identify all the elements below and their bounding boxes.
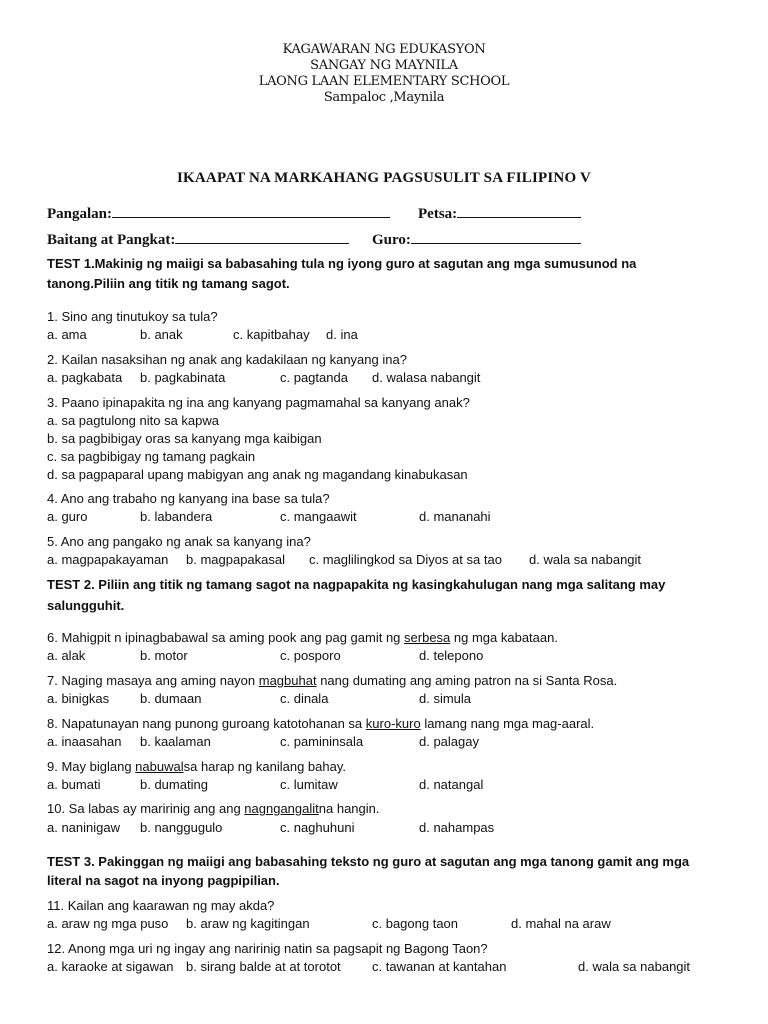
question-11: 11. Kailan ang kaarawan ng may akda? xyxy=(47,898,275,913)
q12-option-b[interactable]: b. sirang balde at at torotot xyxy=(186,959,341,974)
q10-option-d[interactable]: d. nahampas xyxy=(419,820,495,835)
date-blank[interactable] xyxy=(457,203,581,218)
q3-option-c[interactable]: c. sa pagbibigay ng tamang pagkain xyxy=(47,449,256,464)
q12-option-c[interactable]: c. tawanan at kantahan xyxy=(372,959,507,974)
question-12: 12. Anong mga uri ng ingay ang naririnig natin sa pagsapit ng Bagong Taon? xyxy=(47,941,488,956)
header-department: KAGAWARAN NG EDUKASYON xyxy=(282,42,486,57)
header-division: SANGAY NG MAYNILA xyxy=(310,58,458,73)
q9-text-end: sa harap ng kanilang bahay. xyxy=(183,759,346,774)
q5-option-b[interactable]: b. magpapakasal xyxy=(186,552,286,567)
q7-text-end: nang dumating ang aming patron na si Santa Rosa. xyxy=(316,673,618,688)
q6-text-end: ng mga kabataan. xyxy=(450,630,558,645)
test2-instruction-line2: salungguhit. xyxy=(47,598,125,613)
date-field xyxy=(418,203,581,223)
question-2: 2. Kailan nasaksihan ng anak ang kadakilaan ng kanyang ina? xyxy=(47,352,407,367)
teacher-field xyxy=(372,229,581,249)
q6-option-b[interactable]: b. motor xyxy=(140,648,188,663)
q1-option-a[interactable]: a. ama xyxy=(47,327,87,342)
teacher-label: Guro: xyxy=(372,232,411,248)
date-label: Petsa: xyxy=(418,206,458,222)
q11-option-a[interactable]: a. araw ng mga puso xyxy=(47,916,169,931)
question-3: 3. Paano ipinapakita ng ina ang kanyang pagmamahal sa kanyang anak? xyxy=(47,395,470,410)
question-1: 1. Sino ang tinutukoy sa tula? xyxy=(47,309,218,324)
q10-underlined-word: nagngangalit xyxy=(244,801,319,816)
q2-option-a[interactable]: a. pagkabata xyxy=(47,370,123,385)
grade-section-blank[interactable] xyxy=(175,229,349,244)
q12-option-a[interactable]: a. karaoke at sigawan xyxy=(47,959,174,974)
grade-section-label: Baitang at Pangkat: xyxy=(47,232,176,248)
q2-option-b[interactable]: b. pagkabinata xyxy=(140,370,226,385)
q9-underlined-word: nabuwal xyxy=(135,759,184,774)
q7-option-b[interactable]: b. dumaan xyxy=(140,691,202,706)
q2-option-c[interactable]: c. pagtanda xyxy=(280,370,348,385)
name-label: Pangalan: xyxy=(47,206,113,222)
q1-option-d[interactable]: d. ina xyxy=(326,327,358,342)
question-5: 5. Ano ang pangako ng anak sa kanyang ina? xyxy=(47,534,311,549)
q11-option-c[interactable]: c. bagong taon xyxy=(372,916,459,931)
q8-underlined-word: kuro-kuro xyxy=(365,716,421,731)
name-field xyxy=(47,203,390,223)
q3-option-b[interactable]: b. sa pagbibigay oras sa kanyang mga kaibigan xyxy=(47,431,322,446)
name-blank[interactable] xyxy=(112,203,390,218)
q9-text-start: 9. May biglang xyxy=(47,759,136,774)
q11-option-b[interactable]: b. araw ng kagitingan xyxy=(186,916,310,931)
test2-instruction-line1: TEST 2. Piliin ang titik ng tamang sagot na nagpapakita ng kasingkahulugan nang mga salitang may xyxy=(47,577,666,592)
q4-option-c[interactable]: c. mangaawit xyxy=(280,509,357,524)
teacher-blank[interactable] xyxy=(411,229,581,244)
q3-option-a[interactable]: a. sa pagtulong nito sa kapwa xyxy=(47,413,220,428)
q5-option-c[interactable]: c. maglilingkod sa Diyos at sa tao xyxy=(309,552,502,567)
q6-option-a[interactable]: a. alak xyxy=(47,648,86,663)
q10-option-c[interactable]: c. naghuhuni xyxy=(280,820,355,835)
q6-text-start: 6. Mahigpit n ipinagbabawal sa aming pook ang pag gamit ng xyxy=(47,630,405,645)
q7-option-d[interactable]: d. simula xyxy=(419,691,472,706)
q9-option-a[interactable]: a. bumati xyxy=(47,777,101,792)
test1-instruction-line2: tanong.Piliin ang titik ng tamang sagot. xyxy=(47,276,290,291)
q8-option-d[interactable]: d. palagay xyxy=(419,734,479,749)
q7-text-start: 7. Naging masaya ang aming nayon xyxy=(47,673,259,688)
q6-underlined-word: serbesa xyxy=(404,630,451,645)
q8-text-start: 8. Napatunayan nang punong guroang katotohanan sa xyxy=(47,716,366,731)
q5-option-a[interactable]: a. magpapakayaman xyxy=(47,552,169,567)
q3-option-d[interactable]: d. sa pagpaparal upang mabigyan ang anak ng magandang kinabukasan xyxy=(47,467,468,482)
q7-underlined-word: magbuhat xyxy=(258,673,317,688)
q8-option-c[interactable]: c. pamininsala xyxy=(280,734,364,749)
q8-text-end: lamang nang mga mag-aaral. xyxy=(420,716,595,731)
question-6 xyxy=(47,630,558,646)
q12-option-d[interactable]: d. wala sa nabangit xyxy=(578,959,691,974)
test3-instruction-line2: literal na sagot na inyong pagpipilian. xyxy=(47,873,280,888)
test1-instruction-line1: TEST 1.Makinig ng maiigi sa babasahing tula ng iyong guro at sagutan ang mga sumusunod na xyxy=(47,256,637,271)
q11-option-d[interactable]: d. mahal na araw xyxy=(511,916,611,931)
q6-option-c[interactable]: c. posporo xyxy=(280,648,341,663)
exam-title: IKAAPAT NA MARKAHANG PAGSUSULIT SA FILIPINO V xyxy=(176,170,592,186)
q7-option-a[interactable]: a. binigkas xyxy=(47,691,110,706)
q4-option-b[interactable]: b. labandera xyxy=(140,509,213,524)
question-7 xyxy=(47,673,617,689)
q1-option-b[interactable]: b. anak xyxy=(140,327,183,342)
q10-option-b[interactable]: b. nanggugulo xyxy=(140,820,223,835)
q4-option-a[interactable]: a. guro xyxy=(47,509,88,524)
header-location: Sampaloc ,Maynila xyxy=(323,90,445,105)
q10-option-a[interactable]: a. naninigaw xyxy=(47,820,120,835)
q1-option-c[interactable]: c. kapitbahay xyxy=(233,327,310,342)
q9-option-c[interactable]: c. lumitaw xyxy=(280,777,338,792)
q4-option-d[interactable]: d. mananahi xyxy=(419,509,491,524)
test3-instruction-line1: TEST 3. Pakinggan ng maiigi ang babasahing teksto ng guro at sagutan ang mga tanong gamit ang mga xyxy=(47,854,690,869)
q5-option-d[interactable]: d. wala sa nabangit xyxy=(529,552,642,567)
q8-option-b[interactable]: b. kaalaman xyxy=(140,734,211,749)
header-school: LAONG LAAN ELEMENTARY SCHOOL xyxy=(258,74,510,89)
question-4: 4. Ano ang trabaho ng kanyang ina base sa tula? xyxy=(47,491,330,506)
q6-option-d[interactable]: d. telepono xyxy=(419,648,484,663)
q9-option-b[interactable]: b. dumating xyxy=(140,777,208,792)
q8-option-a[interactable]: a. inaasahan xyxy=(47,734,122,749)
q2-option-d[interactable]: d. walasa nabangit xyxy=(372,370,481,385)
q7-option-c[interactable]: c. dinala xyxy=(280,691,329,706)
grade-section-field xyxy=(47,229,349,249)
q10-text-start: 10. Sa labas ay maririnig ang ang xyxy=(47,801,245,816)
q9-option-d[interactable]: d. natangal xyxy=(419,777,484,792)
question-10 xyxy=(47,801,380,817)
question-8 xyxy=(47,716,594,732)
question-9 xyxy=(47,759,346,775)
q10-text-end: na hangin. xyxy=(318,801,380,816)
